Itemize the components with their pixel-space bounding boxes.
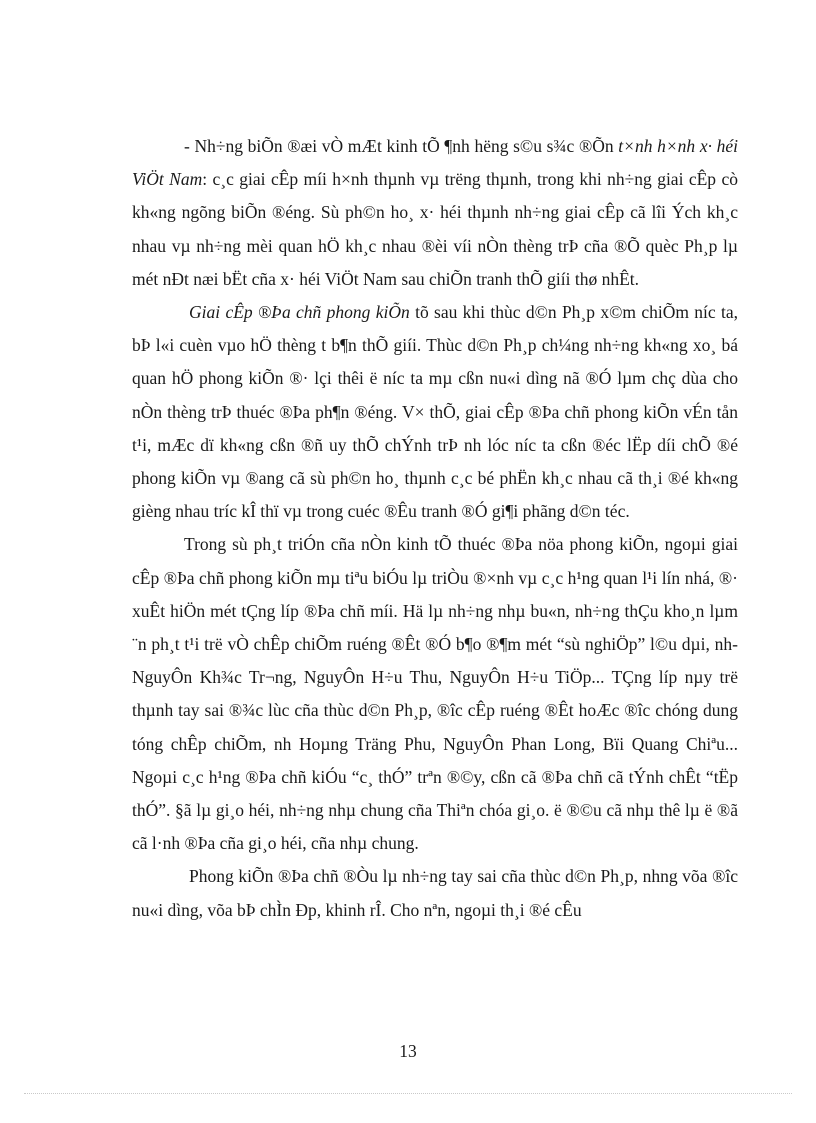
text-run: tõ sau khi thùc d©n Ph¸p x©m chiÕm níc ta, bÞ l«i cuèn vµo hÖ thèng t b¶n thÕ giíi. Thùc d©n Ph¸p ch¼ng nh÷ng kh«ng xo¸ bá quan hÖ phong kiÕn ®· lçi thêi ë níc ta mµ cßn nu«i dìng nã ®Ó lµm chç dùa cho nÒn thèng trÞ thuéc ®Þa ph¶n ®éng. V× thÕ, giai cÊp ®Þa chñ phong kiÕn vÉn tån t¹i, mÆc dï kh«ng cßn ®ñ uy thÕ chÝnh trÞ nh lóc níc ta cßn ®éc lËp díi chÕ ®é phong kiÕn vµ ®ang cã sù ph©n ho¸ thµnh c¸c bé phËn kh¸c nhau cã th¸i ®é kh«ng gièng nhau tríc kÎ thï vµ trong cuéc ®Êu tranh ®Ó gi¶i phãng d©n téc.	[132, 302, 739, 522]
page-number: 13	[399, 1041, 417, 1061]
italic-phrase: Giai cÊp ®Þa chñ phong kiÕn	[189, 302, 410, 323]
paragraph-3	[132, 528, 738, 860]
text-run: : c¸c giai cÊp míi h×nh thµnh vµ trëng thµnh, trong khi nh÷ng giai cÊp cò kh«ng ngõng biÕn ®éng. Sù ph©n ho¸ x· héi thµnh nh÷ng giai cÊp cã lîi Ých kh¸c nhau vµ nh÷ng mèi quan hÖ kh¸c nhau ®èi víi nÒn thèng trÞ cña ®Õ quèc Ph¸p lµ mét nÐt næi bËt cña x· héi ViÖt Nam sau chiÕn tranh thÕ giíi thø nhÊt.	[132, 169, 738, 289]
italic-phrase: t×nh h×nh x· héi ViÖt Nam	[132, 136, 738, 190]
body-text	[132, 130, 738, 927]
footer-dotted-rule	[24, 1093, 792, 1094]
paragraph-1	[132, 130, 738, 296]
text-run: Trong sù ph¸t triÓn cña nÒn kinh tÕ thuéc ®Þa nöa phong kiÕn, ngoµi giai cÊp ®Þa chñ phong kiÕn mµ tiªu biÓu lµ triÒu ®×nh vµ c¸c h¹ng quan l¹i lín nhá, ®· xuÊt hiÖn mét tÇng líp ®Þa chñ míi. Hä lµ nh÷ng nhµ bu«n, nh÷ng thÇu kho¸n lµm ¨n ph¸t t¹i trë vÒ chÊp chiÕm ruéng ®Êt ®Ó b¶o ®¶m mét “sù nghiÖp” l©u dµi, nh NguyÔn Kh¾c Tr¬ng, NguyÔn H÷u Thu, NguyÔn H÷u TiÖp... TÇng líp nµy trë thµnh tay sai ®¾c lùc cña thùc d©n Ph¸p, ®îc cÊp ruéng ®Êt hoÆc ®îc chóng dung tóng chÊp chiÕm, nh Hoµng Träng Phu, NguyÔn Phan Long, Bïi Quang Chiªu... Ngoµi c¸c h¹ng ®Þa chñ kiÓu “c¸ thÓ” trªn ®©y, cßn cã ®Þa chñ cã tÝnh chÊt “tËp thÓ”. §ã lµ gi¸o héi, nh÷ng nhµ chung cña Thiªn chóa gi¸o. ë ®©u cã nhµ thê lµ ë ®ã cã l·nh ®Þa cña gi¸o héi, cña nhµ chung.	[132, 534, 738, 854]
text-run: Phong kiÕn ®Þa chñ ®Òu lµ nh÷ng tay sai cña thùc d©n Ph¸p, nhng võa ®îc nu«i dìng, võa bÞ chÌn Ðp, khinh rÎ. Cho nªn, ngoµi th¸i ®é cÊu	[132, 866, 738, 920]
text-run: - Nh÷ng biÕn ®æi vÒ mÆt kinh tÕ ¶nh hëng s©u s¾c ®Õn	[184, 136, 619, 156]
paragraph-2	[132, 296, 738, 528]
paragraph-4	[132, 860, 738, 926]
